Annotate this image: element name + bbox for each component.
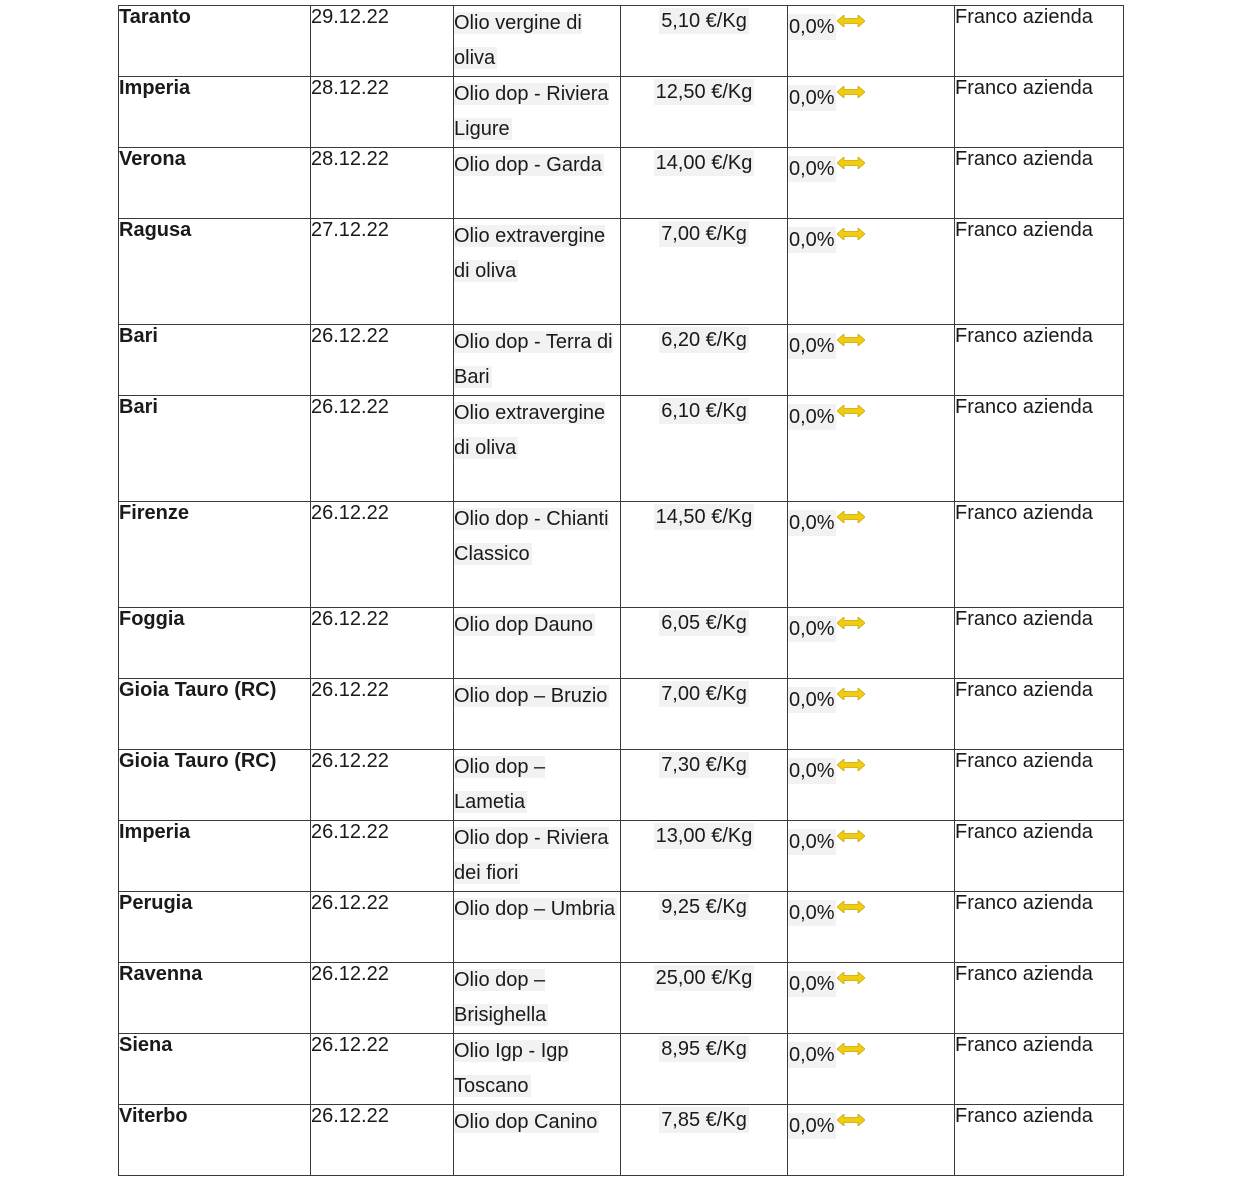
survey-date: 26.12.22 xyxy=(311,750,389,772)
left-right-arrow-icon xyxy=(837,219,865,249)
price-value: 6,05 €/Kg xyxy=(661,612,747,634)
left-right-arrow-icon xyxy=(837,608,865,638)
variation-value: 0,0% xyxy=(789,335,835,357)
variation-value: 0,0% xyxy=(789,16,835,38)
product-name: Olio dop - Riviera dei fiori xyxy=(454,827,609,884)
product-cell xyxy=(454,608,621,679)
variation-cell xyxy=(788,821,955,892)
product-name: Olio extravergine di oliva xyxy=(454,225,606,282)
date-cell xyxy=(311,679,454,750)
survey-date: 26.12.22 xyxy=(311,1105,389,1127)
survey-date: 27.12.22 xyxy=(311,219,389,241)
price-value: 9,25 €/Kg xyxy=(661,896,747,918)
delivery-condition: Franco azienda xyxy=(955,1034,1093,1056)
survey-date: 26.12.22 xyxy=(311,892,389,914)
price-value: 25,00 €/Kg xyxy=(655,967,753,989)
product-name: Olio dop - Riviera Ligure xyxy=(454,83,609,140)
survey-date: 26.12.22 xyxy=(311,963,389,985)
delivery-condition: Franco azienda xyxy=(955,77,1093,99)
condition-cell xyxy=(955,6,1124,77)
price-value: 6,10 €/Kg xyxy=(661,400,747,422)
product-name: Olio dop – Umbria xyxy=(454,898,616,920)
delivery-condition: Franco azienda xyxy=(955,892,1093,914)
variation-value: 0,0% xyxy=(789,1115,835,1137)
price-cell xyxy=(621,679,788,750)
price-cell xyxy=(621,502,788,608)
table-row xyxy=(119,219,1124,325)
variation-cell xyxy=(788,1034,955,1105)
survey-date: 26.12.22 xyxy=(311,325,389,347)
price-cell xyxy=(621,1105,788,1176)
table-row xyxy=(119,821,1124,892)
left-right-arrow-icon xyxy=(837,502,865,532)
variation-value: 0,0% xyxy=(789,1044,835,1066)
city-cell xyxy=(119,1105,311,1176)
date-cell xyxy=(311,502,454,608)
city-cell xyxy=(119,821,311,892)
condition-cell xyxy=(955,219,1124,325)
condition-cell xyxy=(955,821,1124,892)
price-value: 7,00 €/Kg xyxy=(661,223,747,245)
variation-value: 0,0% xyxy=(789,760,835,782)
product-cell xyxy=(454,502,621,608)
city-cell xyxy=(119,963,311,1034)
city-cell xyxy=(119,325,311,396)
delivery-condition: Franco azienda xyxy=(955,821,1093,843)
price-cell xyxy=(621,77,788,148)
city-name: Taranto xyxy=(119,6,191,28)
left-right-arrow-icon xyxy=(837,148,865,178)
table-row xyxy=(119,6,1124,77)
product-name: Olio dop – Brisighella xyxy=(454,969,547,1026)
city-cell xyxy=(119,148,311,219)
price-value: 12,50 €/Kg xyxy=(655,81,753,103)
product-cell xyxy=(454,750,621,821)
left-right-arrow-icon xyxy=(837,821,865,851)
survey-date: 28.12.22 xyxy=(311,77,389,99)
price-cell xyxy=(621,750,788,821)
date-cell xyxy=(311,821,454,892)
price-table-body xyxy=(119,6,1124,1176)
price-value: 14,00 €/Kg xyxy=(655,152,753,174)
price-cell xyxy=(621,821,788,892)
delivery-condition: Franco azienda xyxy=(955,1105,1093,1127)
product-name: Olio dop Dauno xyxy=(454,614,593,636)
product-name: Olio dop - Terra di Bari xyxy=(454,331,613,388)
condition-cell xyxy=(955,325,1124,396)
variation-cell xyxy=(788,77,955,148)
price-cell xyxy=(621,219,788,325)
city-name: Ravenna xyxy=(119,963,203,985)
product-name: Olio Igp - Igp Toscano xyxy=(454,1040,569,1097)
city-name: Verona xyxy=(119,148,186,170)
date-cell xyxy=(311,396,454,502)
left-right-arrow-icon xyxy=(837,1034,865,1064)
left-right-arrow-icon xyxy=(837,963,865,993)
delivery-condition: Franco azienda xyxy=(955,325,1093,347)
city-cell xyxy=(119,750,311,821)
variation-value: 0,0% xyxy=(789,618,835,640)
table-row xyxy=(119,963,1124,1034)
left-right-arrow-icon xyxy=(837,396,865,426)
product-cell xyxy=(454,148,621,219)
price-cell xyxy=(621,396,788,502)
table-row xyxy=(119,892,1124,963)
condition-cell xyxy=(955,1034,1124,1105)
product-cell xyxy=(454,892,621,963)
variation-cell xyxy=(788,608,955,679)
left-right-arrow-icon xyxy=(837,325,865,355)
condition-cell xyxy=(955,679,1124,750)
date-cell xyxy=(311,219,454,325)
variation-value: 0,0% xyxy=(789,689,835,711)
survey-date: 26.12.22 xyxy=(311,608,389,630)
left-right-arrow-icon xyxy=(837,1105,865,1135)
city-name: Gioia Tauro (RC) xyxy=(119,679,277,701)
condition-cell xyxy=(955,1105,1124,1176)
price-value: 14,50 €/Kg xyxy=(655,506,753,528)
product-cell xyxy=(454,1034,621,1105)
city-name: Ragusa xyxy=(119,219,192,241)
date-cell xyxy=(311,892,454,963)
date-cell xyxy=(311,148,454,219)
variation-cell xyxy=(788,325,955,396)
product-cell xyxy=(454,679,621,750)
product-name: Olio dop – Bruzio xyxy=(454,685,608,707)
table-row xyxy=(119,679,1124,750)
price-table xyxy=(118,5,1124,1176)
city-cell xyxy=(119,502,311,608)
city-name: Gioia Tauro (RC) xyxy=(119,750,277,772)
survey-date: 26.12.22 xyxy=(311,1034,389,1056)
delivery-condition: Franco azienda xyxy=(955,679,1093,701)
date-cell xyxy=(311,608,454,679)
price-value: 6,20 €/Kg xyxy=(661,329,747,351)
left-right-arrow-icon xyxy=(837,679,865,709)
price-value: 7,00 €/Kg xyxy=(661,683,747,705)
product-cell xyxy=(454,1105,621,1176)
table-row xyxy=(119,502,1124,608)
product-name: Olio dop - Chianti Classico xyxy=(454,508,609,565)
table-row xyxy=(119,77,1124,148)
city-cell xyxy=(119,608,311,679)
product-name: Olio dop Canino xyxy=(454,1111,598,1133)
survey-date: 29.12.22 xyxy=(311,6,389,28)
city-name: Imperia xyxy=(119,821,191,843)
variation-cell xyxy=(788,1105,955,1176)
delivery-condition: Franco azienda xyxy=(955,963,1093,985)
city-cell xyxy=(119,219,311,325)
product-name: Olio dop - Garda xyxy=(454,154,602,176)
date-cell xyxy=(311,1034,454,1105)
delivery-condition: Franco azienda xyxy=(955,6,1093,28)
product-name: Olio dop – Lametia xyxy=(454,756,546,813)
table-row xyxy=(119,750,1124,821)
variation-value: 0,0% xyxy=(789,973,835,995)
city-cell xyxy=(119,6,311,77)
condition-cell xyxy=(955,148,1124,219)
variation-cell xyxy=(788,502,955,608)
price-value: 13,00 €/Kg xyxy=(655,825,753,847)
price-cell xyxy=(621,1034,788,1105)
product-cell xyxy=(454,325,621,396)
product-cell xyxy=(454,396,621,502)
left-right-arrow-icon xyxy=(837,892,865,922)
table-row xyxy=(119,608,1124,679)
date-cell xyxy=(311,750,454,821)
left-right-arrow-icon xyxy=(837,6,865,36)
condition-cell xyxy=(955,77,1124,148)
product-cell xyxy=(454,219,621,325)
table-row xyxy=(119,148,1124,219)
city-cell xyxy=(119,77,311,148)
variation-value: 0,0% xyxy=(789,406,835,428)
variation-value: 0,0% xyxy=(789,158,835,180)
condition-cell xyxy=(955,608,1124,679)
condition-cell xyxy=(955,963,1124,1034)
city-cell xyxy=(119,892,311,963)
product-name: Olio extravergine di oliva xyxy=(454,402,606,459)
price-cell xyxy=(621,6,788,77)
city-name: Bari xyxy=(119,396,158,418)
date-cell xyxy=(311,325,454,396)
left-right-arrow-icon xyxy=(837,750,865,780)
table-row xyxy=(119,1034,1124,1105)
condition-cell xyxy=(955,892,1124,963)
variation-value: 0,0% xyxy=(789,512,835,534)
table-row xyxy=(119,325,1124,396)
condition-cell xyxy=(955,396,1124,502)
city-cell xyxy=(119,396,311,502)
date-cell xyxy=(311,1105,454,1176)
delivery-condition: Franco azienda xyxy=(955,396,1093,418)
price-cell xyxy=(621,325,788,396)
variation-value: 0,0% xyxy=(789,831,835,853)
variation-cell xyxy=(788,963,955,1034)
city-cell xyxy=(119,1034,311,1105)
left-right-arrow-icon xyxy=(837,77,865,107)
delivery-condition: Franco azienda xyxy=(955,148,1093,170)
condition-cell xyxy=(955,502,1124,608)
city-name: Bari xyxy=(119,325,158,347)
product-cell xyxy=(454,963,621,1034)
city-name: Firenze xyxy=(119,502,190,524)
price-cell xyxy=(621,963,788,1034)
product-name: Olio vergine di oliva xyxy=(454,12,582,69)
variation-cell xyxy=(788,892,955,963)
city-name: Foggia xyxy=(119,608,185,630)
date-cell xyxy=(311,6,454,77)
price-value: 7,30 €/Kg xyxy=(661,754,747,776)
variation-cell xyxy=(788,219,955,325)
variation-cell xyxy=(788,679,955,750)
survey-date: 28.12.22 xyxy=(311,148,389,170)
delivery-condition: Franco azienda xyxy=(955,608,1093,630)
survey-date: 26.12.22 xyxy=(311,679,389,701)
price-value: 8,95 €/Kg xyxy=(661,1038,747,1060)
product-cell xyxy=(454,77,621,148)
price-value: 7,85 €/Kg xyxy=(661,1109,747,1131)
variation-cell xyxy=(788,6,955,77)
delivery-condition: Franco azienda xyxy=(955,750,1093,772)
survey-date: 26.12.22 xyxy=(311,396,389,418)
city-cell xyxy=(119,679,311,750)
date-cell xyxy=(311,77,454,148)
table-row xyxy=(119,1105,1124,1176)
city-name: Perugia xyxy=(119,892,193,914)
survey-date: 26.12.22 xyxy=(311,502,389,524)
city-name: Siena xyxy=(119,1034,173,1056)
variation-value: 0,0% xyxy=(789,87,835,109)
table-row xyxy=(119,396,1124,502)
price-value: 5,10 €/Kg xyxy=(661,10,747,32)
product-cell xyxy=(454,821,621,892)
price-cell xyxy=(621,148,788,219)
price-cell xyxy=(621,608,788,679)
variation-cell xyxy=(788,148,955,219)
delivery-condition: Franco azienda xyxy=(955,219,1093,241)
product-cell xyxy=(454,6,621,77)
date-cell xyxy=(311,963,454,1034)
city-name: Imperia xyxy=(119,77,191,99)
variation-cell xyxy=(788,396,955,502)
condition-cell xyxy=(955,750,1124,821)
variation-value: 0,0% xyxy=(789,902,835,924)
price-cell xyxy=(621,892,788,963)
variation-cell xyxy=(788,750,955,821)
survey-date: 26.12.22 xyxy=(311,821,389,843)
variation-value: 0,0% xyxy=(789,229,835,251)
delivery-condition: Franco azienda xyxy=(955,502,1093,524)
city-name: Viterbo xyxy=(119,1105,188,1127)
